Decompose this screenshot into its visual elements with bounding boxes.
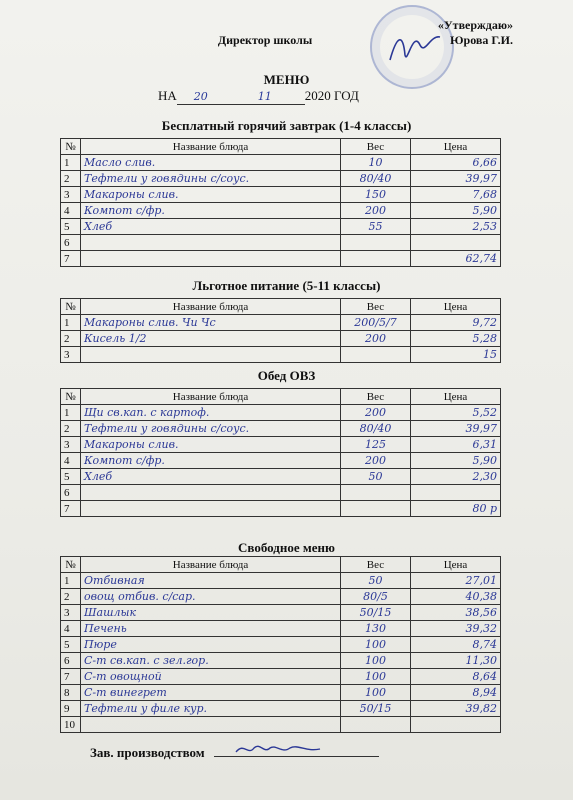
col-name-header: Название блюда <box>81 557 341 573</box>
dish-weight: 200 <box>365 204 386 217</box>
dish-name-cell <box>81 203 341 219</box>
row-number: 5 <box>61 637 81 653</box>
dish-price-cell <box>411 437 501 453</box>
dish-price: 8,64 <box>472 670 497 683</box>
dish-name: Шашлык <box>84 606 137 619</box>
dish-weight-cell <box>341 331 411 347</box>
table-row <box>61 453 501 469</box>
dish-weight: 50/15 <box>359 702 392 715</box>
dish-name-cell <box>81 685 341 701</box>
row-number: 4 <box>61 453 81 469</box>
table-row <box>61 469 501 485</box>
table-row <box>61 235 501 251</box>
dish-name: Макароны слив. <box>84 438 179 451</box>
dish-weight: 80/40 <box>359 172 392 185</box>
dish-price: 8,74 <box>472 638 497 651</box>
table-row <box>61 331 501 347</box>
dish-weight-cell <box>341 155 411 171</box>
director-signature <box>385 25 445 70</box>
dish-weight: 125 <box>365 438 386 451</box>
dish-name: Щи св.кап. с картоф. <box>84 406 210 419</box>
dish-name: Компот с/фр. <box>84 454 165 467</box>
menu-table <box>60 556 501 733</box>
dish-price-cell <box>411 669 501 685</box>
approval-block <box>217 18 513 48</box>
dish-weight: 50/15 <box>359 606 392 619</box>
dish-name-cell <box>81 653 341 669</box>
table-row <box>61 171 501 187</box>
dish-weight: 100 <box>365 654 386 667</box>
dish-weight-cell <box>341 315 411 331</box>
col-num-header: № <box>61 389 81 405</box>
dish-price-cell <box>411 347 501 363</box>
dish-weight: 50 <box>368 470 383 483</box>
row-number: 4 <box>61 203 81 219</box>
dish-name: С-т св.кап. с зел.гор. <box>84 654 209 667</box>
table-row <box>61 421 501 437</box>
row-number: 7 <box>61 251 81 267</box>
dish-name-cell <box>81 637 341 653</box>
row-number: 1 <box>61 315 81 331</box>
dish-price: 62,74 <box>465 252 497 265</box>
date-prefix: НА <box>158 88 177 103</box>
dish-price-cell <box>411 573 501 589</box>
table-row <box>61 573 501 589</box>
dish-name: Тефтели у говядины с/соус. <box>84 422 250 435</box>
col-num-header: № <box>61 299 81 315</box>
row-number: 3 <box>61 187 81 203</box>
row-number: 8 <box>61 685 81 701</box>
dish-weight-cell <box>341 669 411 685</box>
table-row <box>61 155 501 171</box>
table-row <box>61 589 501 605</box>
dish-weight: 50 <box>368 574 383 587</box>
dish-weight: 100 <box>365 686 386 699</box>
dish-name-cell <box>81 437 341 453</box>
approve-label: «Утверждаю» <box>437 18 513 32</box>
dish-price: 2,53 <box>472 220 497 233</box>
dish-price-cell <box>411 589 501 605</box>
dish-price-cell <box>411 621 501 637</box>
dish-price: 6,66 <box>472 156 497 169</box>
dish-price: 5,90 <box>472 454 497 467</box>
dish-weight-cell <box>341 203 411 219</box>
dish-name-cell <box>81 331 341 347</box>
dish-name: Тефтели у говядины с/соус. <box>84 172 250 185</box>
dish-weight-cell <box>341 421 411 437</box>
dish-weight-cell <box>341 347 411 363</box>
section-title: Бесплатный горячий завтрак (1-4 классы) <box>161 118 412 133</box>
dish-price-cell <box>411 171 501 187</box>
dish-price: 8,94 <box>472 686 497 699</box>
dish-name-cell <box>81 421 341 437</box>
dish-price: 40,38 <box>465 590 497 603</box>
table-row <box>61 437 501 453</box>
dish-weight: 100 <box>365 670 386 683</box>
dish-name-cell <box>81 621 341 637</box>
table-row <box>61 653 501 669</box>
table-row <box>61 669 501 685</box>
dish-price-cell <box>411 653 501 669</box>
dish-weight-cell <box>341 219 411 235</box>
section-title: Льготное питание (5-11 классы) <box>192 278 381 293</box>
table-row <box>61 405 501 421</box>
row-number: 2 <box>61 331 81 347</box>
col-num-header: № <box>61 557 81 573</box>
dish-weight: 200 <box>365 454 386 467</box>
row-number: 4 <box>61 621 81 637</box>
dish-weight-cell <box>341 717 411 733</box>
row-number: 7 <box>61 669 81 685</box>
table-header-row <box>61 557 501 573</box>
dish-weight-cell <box>341 605 411 621</box>
table-row <box>61 347 501 363</box>
col-num-header: № <box>61 139 81 155</box>
dish-name: Печень <box>84 622 127 635</box>
dish-price-cell <box>411 453 501 469</box>
row-number: 6 <box>61 653 81 669</box>
dish-name: Масло слив. <box>84 156 156 169</box>
dish-name-cell <box>81 235 341 251</box>
dish-name-cell <box>81 453 341 469</box>
col-name-header: Название блюда <box>81 389 341 405</box>
dish-weight: 130 <box>365 622 386 635</box>
footer <box>90 744 379 761</box>
dish-name: овощ отбив. с/сар. <box>84 590 196 603</box>
dish-price-cell <box>411 701 501 717</box>
table-row <box>61 637 501 653</box>
dish-name-cell <box>81 347 341 363</box>
page-title: МЕНЮ <box>263 72 310 87</box>
dish-name-cell <box>81 187 341 203</box>
col-name-header: Название блюда <box>81 299 341 315</box>
table-row <box>61 501 501 517</box>
dish-weight-cell <box>341 685 411 701</box>
dish-price: 5,28 <box>472 332 497 345</box>
row-number: 6 <box>61 485 81 501</box>
dish-price-cell <box>411 155 501 171</box>
table-row <box>61 621 501 637</box>
dish-price: 9,72 <box>472 316 497 329</box>
dish-price: 5,52 <box>472 406 497 419</box>
dish-weight-cell <box>341 589 411 605</box>
dish-price-cell <box>411 315 501 331</box>
table-row <box>61 315 501 331</box>
row-number: 10 <box>61 717 81 733</box>
dish-name-cell <box>81 219 341 235</box>
table-row <box>61 219 501 235</box>
dish-weight-cell <box>341 437 411 453</box>
row-number: 5 <box>61 219 81 235</box>
dish-name: Макароны слив. <box>84 188 179 201</box>
dish-weight: 200 <box>365 332 386 345</box>
footer-label: Зав. производством <box>90 745 205 760</box>
col-weight-header: Вес <box>341 139 411 155</box>
dish-price: 39,97 <box>465 172 497 185</box>
dish-weight-cell <box>341 637 411 653</box>
dish-name: С-т винегрет <box>84 686 167 699</box>
dish-weight-cell <box>341 621 411 637</box>
dish-weight-cell <box>341 405 411 421</box>
dish-price-cell <box>411 235 501 251</box>
row-number: 1 <box>61 405 81 421</box>
dish-price: 39,97 <box>465 422 497 435</box>
dish-weight-cell <box>341 485 411 501</box>
dish-name: Хлеб <box>84 470 113 483</box>
dish-price: 6,31 <box>472 438 497 451</box>
table-row <box>61 685 501 701</box>
table-header-row <box>61 299 501 315</box>
dish-weight: 150 <box>365 188 386 201</box>
dish-price: 80 р <box>472 502 497 515</box>
row-number: 1 <box>61 155 81 171</box>
dish-weight: 200/5/7 <box>354 316 397 329</box>
table-row <box>61 605 501 621</box>
dish-name-cell <box>81 485 341 501</box>
dish-name: Кисель 1/2 <box>84 332 147 345</box>
dish-name: С-т овощной <box>84 670 162 683</box>
date-year: 2020 ГОД <box>304 88 359 103</box>
menu-table <box>60 388 501 517</box>
director-label: Директор школы <box>217 33 313 47</box>
dish-price-cell <box>411 685 501 701</box>
dish-price-cell <box>411 605 501 621</box>
table-header-row <box>61 139 501 155</box>
dish-price: 5,90 <box>472 204 497 217</box>
dish-price-cell <box>411 421 501 437</box>
table-row <box>61 717 501 733</box>
dish-weight-cell <box>341 469 411 485</box>
dish-name: Тефтели у филе кур. <box>84 702 208 715</box>
dish-price-cell <box>411 405 501 421</box>
dish-price: 39,82 <box>465 702 497 715</box>
dish-price-cell <box>411 469 501 485</box>
dish-weight-cell <box>341 251 411 267</box>
row-number: 3 <box>61 347 81 363</box>
row-number: 6 <box>61 235 81 251</box>
dish-price: 11,30 <box>465 654 497 667</box>
col-weight-header: Вес <box>341 299 411 315</box>
col-weight-header: Вес <box>341 557 411 573</box>
dish-price: 38,56 <box>465 606 497 619</box>
dish-weight-cell <box>341 701 411 717</box>
dish-weight: 80/40 <box>359 422 392 435</box>
dish-name-cell <box>81 405 341 421</box>
dish-price-cell <box>411 331 501 347</box>
dish-name-cell <box>81 469 341 485</box>
dish-weight-cell <box>341 453 411 469</box>
table-header-row <box>61 389 501 405</box>
dish-price-cell <box>411 485 501 501</box>
dish-name-cell <box>81 251 341 267</box>
table-row <box>61 187 501 203</box>
row-number: 3 <box>61 437 81 453</box>
menu-table <box>60 298 501 363</box>
dish-name: Хлеб <box>84 220 113 233</box>
dish-weight: 55 <box>368 220 383 233</box>
table-row <box>61 701 501 717</box>
dish-weight-cell <box>341 573 411 589</box>
row-number: 2 <box>61 171 81 187</box>
row-number: 5 <box>61 469 81 485</box>
table-row <box>61 251 501 267</box>
dish-name: Пюре <box>84 638 117 651</box>
dish-price: 39,32 <box>465 622 497 635</box>
dish-name: Макароны слив. Чи Чс <box>84 316 216 329</box>
director-name: Юрова Г.И. <box>450 33 513 47</box>
row-number: 2 <box>61 421 81 437</box>
section-title: Свободное меню <box>238 540 335 555</box>
row-number: 3 <box>61 605 81 621</box>
dish-price: 15 <box>483 348 497 361</box>
dish-name: Отбивная <box>84 574 145 587</box>
dish-price-cell <box>411 501 501 517</box>
dish-name-cell <box>81 717 341 733</box>
dish-weight: 200 <box>365 406 386 419</box>
row-number: 1 <box>61 573 81 589</box>
dish-weight-cell <box>341 501 411 517</box>
date-day: 20 <box>193 90 208 103</box>
dish-name: Компот с/фр. <box>84 204 165 217</box>
dish-price-cell <box>411 251 501 267</box>
dish-name-cell <box>81 701 341 717</box>
col-price-header: Цена <box>411 557 501 573</box>
dish-name-cell <box>81 589 341 605</box>
dish-name-cell <box>81 171 341 187</box>
row-number: 9 <box>61 701 81 717</box>
date-month: 11 <box>257 90 272 103</box>
dish-price: 27,01 <box>465 574 497 587</box>
col-price-header: Цена <box>411 299 501 315</box>
col-name-header: Название блюда <box>81 139 341 155</box>
dish-price-cell <box>411 203 501 219</box>
dish-name-cell <box>81 669 341 685</box>
date-line <box>158 88 359 105</box>
col-price-header: Цена <box>411 139 501 155</box>
dish-weight-cell <box>341 235 411 251</box>
dish-price: 2,30 <box>472 470 497 483</box>
dish-name-cell <box>81 605 341 621</box>
dish-name-cell <box>81 573 341 589</box>
dish-weight-cell <box>341 171 411 187</box>
dish-name-cell <box>81 315 341 331</box>
dish-weight-cell <box>341 653 411 669</box>
col-price-header: Цена <box>411 389 501 405</box>
dish-price-cell <box>411 717 501 733</box>
col-weight-header: Вес <box>341 389 411 405</box>
dish-price-cell <box>411 637 501 653</box>
dish-name-cell <box>81 155 341 171</box>
menu-table <box>60 138 501 267</box>
dish-price-cell <box>411 187 501 203</box>
section-title: Обед ОВЗ <box>257 368 316 383</box>
table-row <box>61 203 501 219</box>
table-row <box>61 485 501 501</box>
dish-price: 7,68 <box>472 188 497 201</box>
dish-weight-cell <box>341 187 411 203</box>
dish-name-cell <box>81 501 341 517</box>
dish-price-cell <box>411 219 501 235</box>
row-number: 7 <box>61 501 81 517</box>
dish-weight: 10 <box>368 156 383 169</box>
row-number: 2 <box>61 589 81 605</box>
dish-weight: 100 <box>365 638 386 651</box>
manager-signature <box>234 740 324 758</box>
dish-weight: 80/5 <box>363 590 388 603</box>
